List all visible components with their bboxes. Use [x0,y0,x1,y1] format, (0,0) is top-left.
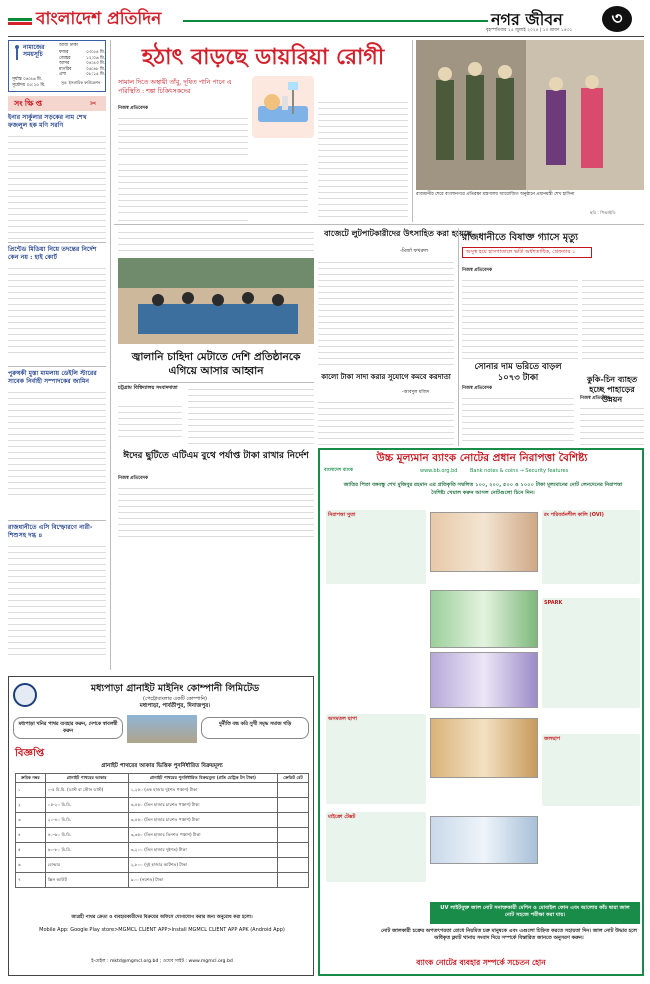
energy-credit: চট্টগ্রাম বিশ্বিদ্যালয় সংবাদদাতা [118,385,178,391]
table-row [16,797,309,812]
table-cell: বোল্ডার [45,857,128,872]
prayer-time: ০৪:৪৩ মি. [86,61,105,66]
table-header: ক্রমিক নম্বর [16,774,46,783]
brief-item-body [8,264,106,356]
table-row [16,827,309,842]
table-cell [278,812,309,827]
divider [8,520,106,521]
brief-item-body [8,132,106,240]
masthead-divider [8,36,644,37]
feature-label: মাইক্রো টেক্সট [328,814,356,820]
table-cell [278,872,309,887]
brief-header [8,96,106,111]
feature-text [542,734,640,806]
bank-intro: জাতির পিতা বঙ্গবন্ধু শেখ মুজিবুর রহমান এর প্রতিকৃতি সম্বলিত ১০০, ২০০, ৫০০ ও ১০০০ টাকা মূল্যমানের নোট লেনদেনের নিরাপত্তা বৈশিষ্ট্য খেয়াল করুন আসল নোটগুলো চিনে নিন। [343,482,623,496]
banknote-image [430,512,538,572]
brief-item[interactable] [8,524,106,664]
granite-slogan-right: দুর্নীতি বন্ধ করি সুখী সমৃদ্ধ সমাজ গড়ি [201,717,309,739]
feature-label: SPARK [544,600,563,606]
gold-credit: নিজস্ব প্রতিবেদক [462,386,493,391]
table-cell: ১ [16,782,46,797]
gas-headline[interactable]: রাজধানীতে বিষাক্ত গ্যাসে মৃত্যু [462,232,579,243]
table-cell [278,782,309,797]
banknote-image [430,590,538,648]
scissors-icon: ✂ [90,99,97,108]
prayer-time-row [59,72,105,78]
table-cell: ৩,৪৫০ (তিন হাজার চারশত পঞ্চাশ) টাকা [128,797,277,812]
granite-slogan-left: মধ্যপাড়া খনির পাথর ব্যবহার করুন, দেশকে স্বাবলম্বী করুন [13,717,123,739]
table-cell [278,842,309,857]
brief-item-headline[interactable]: রাজধানীতে এসি বিস্ফোরণে নারী-শিশুসহ দগ্ধ ৪ [8,524,93,539]
feature-label: রং পরিবর্তনশীল কালি (OVI) [544,512,604,518]
prayer-time: ০৩:৫৪ মি. [86,50,105,55]
divider [118,382,314,383]
prayer-subtitle: আজ ঢাকা [59,43,79,48]
lead-credit: নিজস্ব প্রতিবেদক [118,106,149,111]
divider [8,242,106,243]
lead-body-col2 [118,160,308,216]
granite-logo [13,683,37,707]
table-cell: ২০-৪০ মি.মি. [45,812,128,827]
sunrise-time: সূর্যোদয় ০৫:২৫ মি. [12,83,46,88]
table-cell: ৬০-৮০ মি.মি. [45,842,128,857]
brief-item[interactable] [8,246,106,361]
lead-body-col3 [318,98,408,218]
granite-location: মধ্যপাড়া, পার্বতীপুর, দিনাজপুর। [139,703,211,709]
granite-ad [8,676,314,976]
gas-body-1 [462,276,578,362]
prayer-box [8,40,106,92]
column-divider [412,40,413,222]
prayer-title: নামাজের সময়সূচি [23,44,45,58]
table-row [16,812,309,827]
table-cell: ৯০০ (নয়শত) টাকা [128,872,277,887]
table-cell: ৭ [16,872,46,887]
granite-contact[interactable]: ই-মেইল : mktd@mgmcl.org.bd ; ওয়েব সাইট : www.mgmcl.org.bd [91,959,233,964]
atm-body [118,484,314,542]
brief-item-body [8,388,106,500]
black-money-headline[interactable]: কালো টাকা সাদা করার সুযোগে কমবে করদাতা [321,372,451,381]
prayer-time: ১২:০৬ মি. [86,55,105,61]
table-cell: ০৫-২০ মি.মি. [45,797,128,812]
gold-headline[interactable]: সোনার দাম ভরিতে বাড়ল ১০৭৩ টাকা [474,362,562,383]
table-cell: ৬ [16,857,46,872]
column-divider [458,228,459,446]
black-money-byline: -আবদুল মজিদ [402,390,430,395]
granite-company: মধ্যপাড়া গ্রানাইট মাইনিং কোম্পানী লিমিটেড [90,683,260,694]
feature-text [326,812,426,882]
prayer-time: ০৬:৪৮ মি. [86,66,105,72]
brief-item[interactable] [8,370,106,515]
gas-sub: অসুস্থ হয়ে হাসপাতালে ভর্তি অর্ধশতাধিক, গ্রেফতার ১ [462,247,592,258]
lead-continued [118,228,314,254]
table-row [16,857,309,872]
table-cell: ৩,৪৫০ (তিন হাজার চারশত পঞ্চাশ) টাকা [128,812,277,827]
table-row [16,872,309,887]
banknote-image [430,816,538,864]
granite-sub: (পেট্রোবাংলার একটি কোম্পানি) [143,696,207,702]
gas-body-2 [582,276,644,362]
brand-logo-mark [8,10,32,32]
budget-body [318,258,454,366]
lead-illustration [252,76,314,138]
notice-label: বিজ্ঞপ্তি [15,748,45,759]
brief-label: সংক্ষিপ্ত [14,98,45,108]
gas-credit: নিজস্ব প্রতিবেদক [462,268,493,273]
energy-body-1 [118,402,182,442]
prayer-name: মাগরিব [59,66,72,72]
feature-text [542,598,640,708]
brief-item[interactable] [8,114,106,239]
brief-item-headline[interactable]: ইনার সার্কুলার সড়কের নাম শেখ ফজলুল হক মণি সরণি [8,114,87,129]
prayer-name: ফজর [59,50,69,55]
section-title: নগর জীবন [491,10,563,29]
energy-body-2 [188,385,314,445]
table-row [16,842,309,857]
brief-item-headline[interactable]: পুরুষকী মুস্তা মামলায় ডেইলি স্টারের সাবেক নির্বাহী সম্পাদকের জামিন [8,370,97,385]
banknote-image [430,652,538,708]
feature-text [326,714,426,804]
hills-headline[interactable]: কুকি-চিন ব্যাহত হচ্ছে পাহাড়ের উন্নয়ন [586,374,638,404]
table-cell: ৩,৩৫০ (তিন হাজার তিনশত পঞ্চাশ) টাকা [128,827,277,842]
granite-app-note: Mobile App: Google Play store>MGMCL CLIENT APP>Install MGMCL CLIENT APP APK (Android App) [39,927,285,933]
table-cell: ৫ [16,842,46,857]
dateline: বৃহস্পতিবার ২৫ জুলাই ২০২৪ | ১০ শ্রাবণ ১৪৩১ [486,28,573,33]
law-note: নোট জালকারী চক্রের অপতৎপরতা রোধে নিয়মিত চক্র মানুষকে এবং এগুলো চিহ্নিত করতে সহায়তা দিন। জাল নোট উদ্ধার হলে অধিকৃত ফ্ল্যাট থানায় সংবাদ দিয়ে সম্পর্কে বিস্তারিত জানতে অনুসরণ করুন। [381,928,637,941]
table-cell: ৪ [16,827,46,842]
price-table [15,773,309,888]
feature-panel [326,714,640,810]
prayer-name: এশা [59,72,67,77]
budget-headline[interactable]: বাজেটে লুটপাটকারীদের উৎসাহিত করা হয়েছে [324,228,472,238]
lead-headline[interactable]: হঠাৎ বাড়ছে ডায়রিয়া রোগী [141,44,385,70]
brief-list [8,114,106,666]
bank-tagline: Bank notes & coins → Security features [470,468,569,474]
bank-url[interactable]: www.bb.org.bd [420,468,458,474]
mosque-icon [12,44,22,62]
page-number: ৩ [611,9,623,29]
prayer-name: জোহর [59,55,71,61]
uv-note: UV লাইটযুক্ত জাল নোট সনাক্তকারী মেশিন ও মোবাইল ফোন এবং আলোর কাঁচ দ্বারা জাল নোট সহজে পরীক্ষা করা যায়। [430,902,640,924]
table-header: গ্রানাইট পাথরের আকার [45,774,128,783]
feature-label: জলছাপ [544,736,561,742]
table-header: গ্রানাইট পাথরের পুনর্নির্ধারিত বিক্রয়মূল্য (প্রতি মেট্রিক টন টাকা) [128,774,277,783]
atm-headline[interactable]: ঈদের ছুটিতে এটিএম বুথে পর্যাপ্ত টাকা রাখার নির্দেশ [123,451,309,461]
table-cell: ০-৫ মি.মি. (ডাস্ট বা স্টোন ডাস্ট) [45,782,128,797]
energy-headline[interactable]: জ্বালানি চাহিদা মেটাতে দেশি প্রতিষ্ঠানকে এগিয়ে আসার আহ্বান [131,351,301,377]
masthead-rule [183,20,488,22]
notice-title: গ্রানাইট পাথরের আকার ভিত্তিক পুনর্নির্ধারিত বিক্রয়মূল্য [101,763,223,769]
table-cell: ৩,২০০ (তিন হাজার দুইশত) টাকা [128,842,277,857]
page-number-badge [602,6,632,32]
prayer-time: ০৮:১৫ মি. [86,72,105,77]
divider [8,366,106,367]
table-cell: স্ক্রিন আউট [45,872,128,887]
column-divider [110,40,111,670]
brand-title[interactable]: বাংলাদেশ প্রতিদিন [36,9,162,29]
atm-credit: নিজস্ব প্রতিবেদক [118,476,149,481]
brief-item-headline[interactable]: প্রিন্টেড মিডিয়া নিয়ে তদন্তের নির্দেশ কেন নয় : হাই কোর্ট [8,246,97,261]
photo-credit: ছবি : পিআইডি [590,210,616,215]
table-cell [278,827,309,842]
feature-label: নিরাপত্তা সুতা [328,512,356,518]
table-row [16,782,309,797]
prayer-source: সূত্র: ইসলামিক ফাউন্ডেশন [61,80,101,85]
table-cell [278,797,309,812]
photo-caption: রাজধানীর শেরে বাংলানগরে প্রতিরক্ষা মন্ত্রণালয় আয়োজিত অনুষ্ঠানে প্রধানমন্ত্রী শেখ হাসিনা [416,192,575,197]
hills-body [580,404,644,446]
section-divider [114,224,644,225]
news-photo[interactable] [416,40,644,190]
bank-notes-ad [318,448,644,976]
granite-footer: আগ্রহী পাথর ক্রেতা ও ব্যবহারকারীদের বিক্রয়ের অফিসে যোগাযোগ করার জন্য অনুরোধ করা হলো। [71,915,253,920]
feature-panel [326,812,640,894]
feature-panel [326,590,640,710]
feature-text [542,510,640,584]
sunset-time: সূর্যাস্ত ০৬:৪৬ মি. [12,77,42,82]
masthead [8,6,644,34]
banknote-image [430,718,538,778]
conference-photo[interactable] [118,258,314,344]
table-header: ক্রেডিট রেট [278,774,309,783]
table-cell [278,857,309,872]
table-cell: ৪০-৬০ মি.মি. [45,827,128,842]
brief-item-body [8,542,106,658]
feature-text [326,510,426,584]
bank-bottom-banner: ব্যাংক নোটের ব্যবহার সম্পর্কে সচেতন হোন [416,958,546,967]
table-cell: ১,২৫০ (এক হাজার দুইশত পঞ্চাশ) টাকা [128,782,277,797]
hills-credit: নিজস্ব প্রতিবেদক [580,396,611,401]
feature-label: অসমতল ছাপা [328,716,357,722]
mine-photo [127,715,197,743]
bank-logo: বাংলাদেশ ব্যাংক [324,468,354,473]
budget-byline: -মির্জা ফখরুল [400,248,429,254]
prayer-name: আসর [59,61,70,66]
feature-panel [326,506,640,586]
lead-kicker: সামাল দিতে অস্থায়ী তাঁবু, দূষিত পানি পানে এ পরিস্থিতি : শঙ্কা চিকিৎসকদের [118,79,232,95]
bank-ad-title: উচ্চ মূল্যমান ব্যাংক নোটের প্রধান নিরাপত্তা বৈশিষ্ট্য [376,452,588,464]
table-cell: ৩ [16,812,46,827]
black-money-body [318,398,454,446]
prayer-times-list [59,50,105,78]
gold-body [462,394,574,446]
table-cell: ২,৮০০ (দুই হাজার আটশত) টাকা [128,857,277,872]
table-cell: ২ [16,797,46,812]
